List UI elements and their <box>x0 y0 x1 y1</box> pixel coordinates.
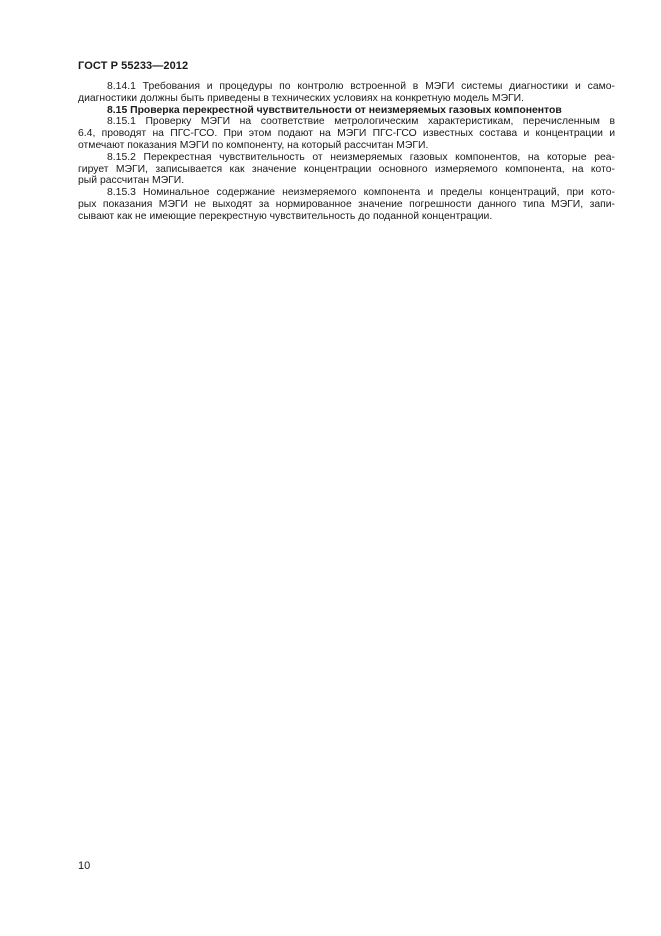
text-line: 8.15.1 Проверку МЭГИ на соответствие метрологическим характеристикам, перечисленным в <box>107 116 615 128</box>
text-line: 6.4, проводят на ПГС-ГСО. При этом подают на МЭГИ ПГС-ГСО известных состава и концентрации и <box>78 128 615 140</box>
text-line: отмечают показания МЭГИ по компоненту, на который рассчитан МЭГИ. <box>78 139 429 151</box>
page-number: 10 <box>78 860 91 872</box>
text-line: диагностики должны быть приведены в технических условиях на конкретную модель МЭГИ. <box>78 92 525 104</box>
paragraph-8-15-2 <box>78 152 615 187</box>
text-line: 8.15.2 Перекрестная чувствительность от неизмеряемых газовых компонентов, на которые реа- <box>107 151 615 163</box>
paragraph-8-14-1 <box>78 81 615 105</box>
document-header: ГОСТ Р 55233—2012 <box>78 60 189 72</box>
text-line: 8.15 Проверка перекрестной чувствительности от неизмеряемых газовых компонентов <box>107 104 562 116</box>
text-line: 8.14.1 Требования и процедуры по контролю встроенной в МЭГИ системы диагностики и само- <box>107 81 615 92</box>
document-body <box>78 81 615 223</box>
paragraph-8-15-1 <box>78 116 615 151</box>
paragraph-8-15-3 <box>78 187 615 222</box>
text-line: сывают как не имеющие перекрестную чувствительность до поданной концентрации. <box>78 210 493 222</box>
section-heading-8-15 <box>78 105 615 117</box>
text-line: рых показания МЭГИ не выходят за нормированное значение погрешности данного типа МЭГИ, запи- <box>78 198 615 210</box>
text-line: рый рассчитан МЭГИ. <box>78 175 185 187</box>
text-line: гирует МЭГИ, записывается как значение концентрации основного измеряемого компонента, на кото- <box>78 163 615 175</box>
text-line: 8.15.3 Номинальное содержание неизмеряемого компонента и пределы концентраций, при кото- <box>107 187 615 199</box>
